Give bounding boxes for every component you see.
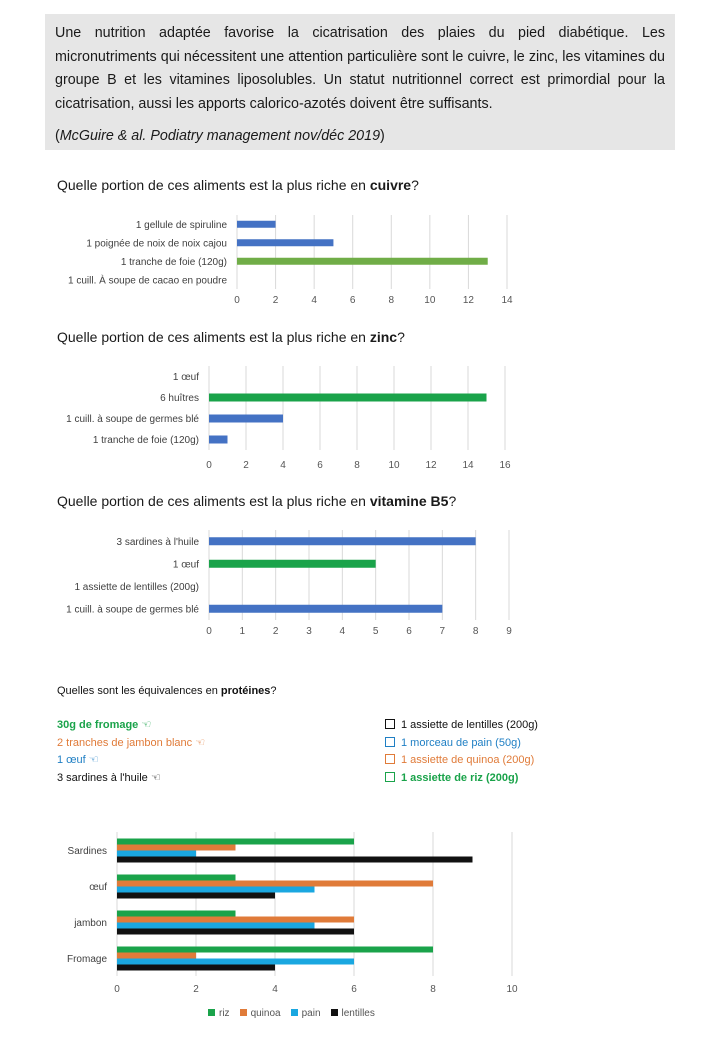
x-tick-label: 0 xyxy=(206,460,212,471)
bar-lentilles xyxy=(117,929,354,935)
bar-quinoa xyxy=(117,845,236,851)
legend-item: pain xyxy=(291,1008,321,1019)
bar-quinoa xyxy=(117,953,196,959)
category-label: Fromage xyxy=(66,954,107,965)
category-label: Sardines xyxy=(67,846,107,857)
bar-lentilles xyxy=(117,857,473,863)
equiv-left-item: 30g de fromage ☜ xyxy=(57,719,152,731)
category-label: 1 œuf xyxy=(172,372,199,383)
category-label: 1 poignée de noix de noix cajou xyxy=(86,238,227,250)
bar xyxy=(237,221,276,228)
legend-item: lentilles xyxy=(331,1008,375,1019)
x-tick-label: 10 xyxy=(424,295,436,306)
x-tick-label: 14 xyxy=(462,460,474,471)
category-label: 1 œuf xyxy=(172,559,199,571)
x-tick-label: 1 xyxy=(239,626,246,637)
bar-riz xyxy=(117,911,236,917)
bar-quinoa xyxy=(117,881,433,887)
category-label: 1 tranche de foie (120g) xyxy=(92,435,199,446)
bar-riz xyxy=(117,839,354,845)
category-label: 6 huîtres xyxy=(160,393,199,404)
x-tick-label: 4 xyxy=(311,295,317,306)
legend-swatch-lentilles xyxy=(331,1009,338,1016)
equivalences-right-list xyxy=(385,717,538,787)
category-label: jambon xyxy=(74,918,107,929)
x-tick-label: 0 xyxy=(206,626,212,637)
bar xyxy=(209,560,376,568)
x-tick-label: 8 xyxy=(430,984,436,995)
chart-legend xyxy=(208,1008,375,1019)
x-tick-label: 14 xyxy=(501,295,513,306)
equiv-right-item[interactable]: 1 assiette de riz (200g) xyxy=(385,770,538,788)
bar xyxy=(209,537,476,545)
x-tick-label: 8 xyxy=(354,460,360,471)
bar xyxy=(237,258,488,265)
bar-riz xyxy=(117,947,433,953)
bar-lentilles xyxy=(117,965,275,971)
x-tick-label: 4 xyxy=(339,626,346,637)
x-tick-label: 6 xyxy=(349,295,356,306)
x-tick-label: 3 xyxy=(306,626,312,637)
intro-box xyxy=(45,14,675,150)
question-b5: Quelle portion de ces aliments est la plus riche en vitamine B5? xyxy=(57,493,457,509)
citation: (McGuire & al. Podiatry management nov/déc 2019) xyxy=(55,128,385,144)
question-zinc: Quelle portion de ces aliments est la plus riche en zinc? xyxy=(57,329,405,345)
equiv-right-item[interactable]: 1 assiette de quinoa (200g) xyxy=(385,752,538,770)
bar xyxy=(209,415,283,423)
category-label: 1 cuill. à soupe de germes blé xyxy=(66,414,199,425)
chart-cuivre xyxy=(0,205,720,315)
chart-vitamine-b5 xyxy=(0,522,720,646)
bar-lentilles xyxy=(117,893,275,899)
bar-riz xyxy=(117,875,236,881)
category-label: 1 cuill. À soupe de cacao en poudre xyxy=(68,275,227,287)
bar xyxy=(209,436,228,444)
x-tick-label: 4 xyxy=(272,984,278,995)
equiv-left-item: 3 sardines à l'huile ☜ xyxy=(57,771,161,784)
x-tick-label: 8 xyxy=(472,626,479,637)
x-tick-label: 0 xyxy=(114,984,120,995)
equiv-right-item[interactable]: 1 assiette de lentilles (200g) xyxy=(385,717,538,735)
bar xyxy=(237,239,333,246)
legend-swatch-pain xyxy=(291,1009,298,1016)
category-label: 1 tranche de foie (120g) xyxy=(120,256,227,268)
bar xyxy=(209,605,442,613)
chart-zinc xyxy=(0,358,720,478)
x-tick-label: 12 xyxy=(425,460,437,471)
legend-swatch-riz xyxy=(208,1009,215,1016)
x-tick-label: 12 xyxy=(462,295,474,306)
bar-pain xyxy=(117,887,315,893)
x-tick-label: 7 xyxy=(439,626,446,637)
bar-pain xyxy=(117,959,354,965)
intro-text: Une nutrition adaptée favorise la cicatrisation des plaies du pied diabétique. Les micronutriments qui nécessitent une attention particulière sont le cuivre, le zinc, les vitamines du groupe B et les vitamines liposolubles. Un statut nutritionnel correct est primordial pour la cicatrisation, aussi les apports calorico-azotés doivent être suffisants. xyxy=(55,25,665,112)
x-tick-label: 10 xyxy=(388,460,400,471)
x-tick-label: 2 xyxy=(272,295,279,306)
category-label: 1 assiette de lentilles (200g) xyxy=(74,581,199,593)
legend-item: quinoa xyxy=(240,1008,281,1019)
x-tick-label: 8 xyxy=(388,295,395,306)
bar-pain xyxy=(117,923,315,929)
x-tick-label: 4 xyxy=(280,460,286,471)
bar-pain xyxy=(117,851,196,857)
bar xyxy=(209,394,487,402)
x-tick-label: 16 xyxy=(499,460,511,471)
equivalences-title: Quelles sont les équivalences en protéines? xyxy=(57,685,277,697)
x-tick-label: 6 xyxy=(351,984,357,995)
x-tick-label: 10 xyxy=(506,984,518,995)
equiv-left-item: 2 tranches de jambon blanc ☜ xyxy=(57,736,206,749)
chart-proteines xyxy=(0,828,720,1000)
x-tick-label: 9 xyxy=(506,626,512,637)
bar-quinoa xyxy=(117,917,354,923)
equiv-right-item[interactable]: 1 morceau de pain (50g) xyxy=(385,735,538,753)
checkbox-icon[interactable] xyxy=(385,737,395,747)
equivalences-left-list xyxy=(57,717,205,787)
checkbox-icon[interactable] xyxy=(385,772,395,782)
category-label: 3 sardines à l'huile xyxy=(116,536,199,548)
x-tick-label: 2 xyxy=(243,460,249,471)
legend-swatch-quinoa xyxy=(240,1009,247,1016)
legend-item: riz xyxy=(208,1008,230,1019)
x-tick-label: 6 xyxy=(406,626,412,637)
x-tick-label: 6 xyxy=(317,460,323,471)
category-label: 1 cuill. à soupe de germes blé xyxy=(66,604,199,616)
checkbox-icon[interactable] xyxy=(385,719,395,729)
x-tick-label: 2 xyxy=(193,984,199,995)
checkbox-icon[interactable] xyxy=(385,754,395,764)
x-tick-label: 0 xyxy=(234,295,240,306)
x-tick-label: 5 xyxy=(372,626,379,637)
category-label: œuf xyxy=(89,882,107,893)
x-tick-label: 2 xyxy=(272,626,279,637)
equiv-left-item: 1 œuf ☜ xyxy=(57,754,99,766)
category-label: 1 gellule de spiruline xyxy=(135,219,227,231)
question-cuivre: Quelle portion de ces aliments est la plus riche en cuivre? xyxy=(57,177,419,193)
